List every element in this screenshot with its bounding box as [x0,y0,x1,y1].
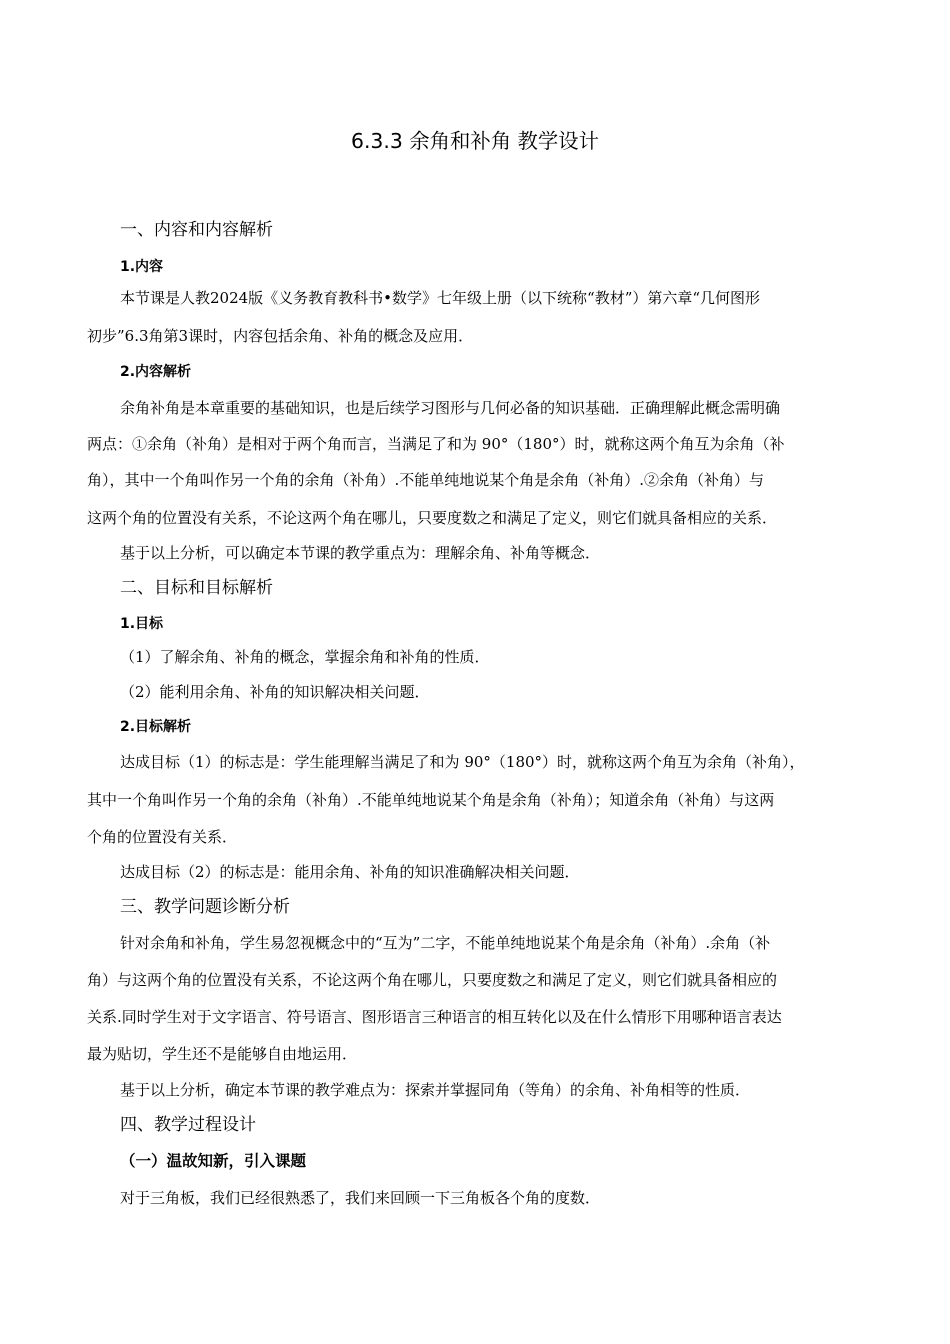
goal-item-1: （1）了解余角、补角的概念，掌握余角和补角的性质． [120,648,490,666]
paragraph-line: 关系.同时学生对于文字语言、符号语言、图形语言三种语言的相互转化以及在什么情形下用哪种语言表达 [87,1008,782,1026]
document-title: 6.3.3 余角和补角 教学设计 [351,129,599,153]
paragraph-line: 初步”6.3角第3课时，内容包括余角、补角的概念及应用． [87,327,474,345]
section-4-sub-1: （一）温故知新，引入课题 [120,1152,307,1170]
paragraph-line: 基于以上分析，可以确定本节课的教学重点为：理解余角、补角等概念． [120,544,601,562]
section-1-sub-2: 2.内容解析 [120,364,192,380]
paragraph-line: 这两个角的位置没有关系，不论这两个角在哪儿，只要度数之和满足了定义，则它们就具备相应的关系． [87,509,778,527]
paragraph-line: 两点：①余角（补角）是相对于两个角而言，当满足了和为 90°（180°）时，就称这两个角互为余角（补 [87,435,785,453]
paragraph-line: 角），其中一个角叫作另一个角的余角（补角）.不能单纯地说某个角是余角（补角）.②余角（补角）与 [87,471,765,489]
paragraph-line: 余角补角是本章重要的基础知识，也是后续学习图形与几何必备的知识基础．正确理解此概念需明确 [120,399,781,417]
paragraph-line: 其中一个角叫作另一个角的余角（补角）.不能单纯地说某个角是余角（补角）；知道余角（补角）与这两 [87,791,775,809]
section-2-sub-1: 1.目标 [120,616,164,632]
paragraph-line: 对于三角板，我们已经很熟悉了，我们来回顾一下三角板各个角的度数． [120,1189,601,1207]
paragraph-line: 基于以上分析，确定本节课的教学难点为：探索并掌握同角（等角）的余角、补角相等的性质． [120,1081,751,1099]
section-3-heading: 三、教学问题诊断分析 [120,897,290,917]
paragraph-line: 本节课是人教2024版《义务教育教科书•数学》七年级上册（以下统称“教材”）第六章“几何图形 [120,289,761,307]
goal-item-2: （2）能利用余角、补角的知识解决相关问题． [120,683,430,701]
paragraph-line: 个角的位置没有关系． [87,828,238,846]
section-1-sub-1: 1.内容 [120,259,164,275]
paragraph-line: 针对余角和补角，学生易忽视概念中的“互为”二字，不能单纯地说某个角是余角（补角）.余角（补 [120,934,771,952]
paragraph-line: 达成目标（2）的标志是：能用余角、补角的知识准确解决相关问题． [120,863,580,881]
section-4-heading: 四、教学过程设计 [120,1115,256,1135]
paragraph-line: 最为贴切，学生还不是能够自由地运用． [87,1045,358,1063]
section-2-heading: 二、目标和目标解析 [120,578,273,598]
section-2-sub-2: 2.目标解析 [120,719,192,735]
paragraph-line: 角）与这两个角的位置没有关系，不论这两个角在哪儿，只要度数之和满足了定义，则它们就具备相应的 [87,971,778,989]
section-1-heading: 一、内容和内容解析 [120,220,273,240]
paragraph-line: 达成目标（1）的标志是：学生能理解当满足了和为 90°（180°）时，就称这两个角互为余角（补角）， [120,753,805,771]
